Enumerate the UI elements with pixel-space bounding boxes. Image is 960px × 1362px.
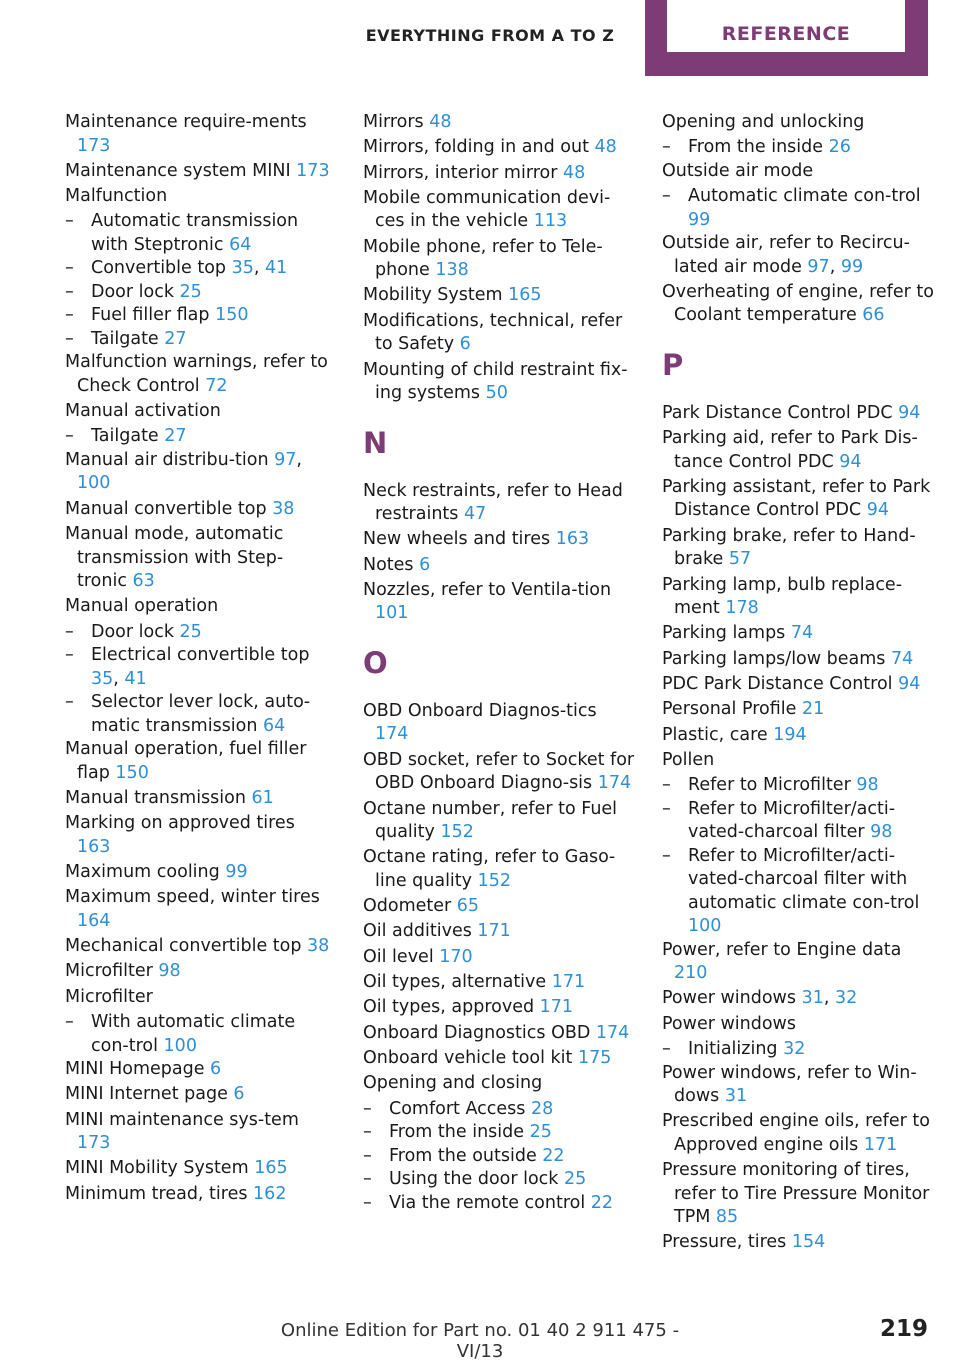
index-subentry [363,1145,635,1169]
subentry-dash: – [65,328,74,349]
entry-text: Octane rating, refer to Gaso‐line quality [363,847,616,891]
entry-text: Microfilter [65,986,153,1007]
index-entry [363,996,635,1020]
page-reference-link[interactable]: 94 [898,402,921,423]
index-entry [363,946,635,970]
entry-text: Onboard Diagnostics OBD [363,1022,596,1043]
index-entry [363,1047,635,1071]
page-reference-link[interactable]: 99 [840,256,864,277]
page-reference-link[interactable]: 35 [231,258,254,279]
index-letter-heading: O [363,645,388,680]
page-reference-link[interactable]: 170 [439,946,473,967]
subentry-dash: – [65,621,74,642]
page-reference-link[interactable]: 99 [225,862,248,883]
entry-text: Outside air mode [662,160,814,181]
page-reference-link[interactable]: 57 [728,549,752,570]
entry-text: Pressure, tires [662,1232,792,1253]
entry-text: Oil types, approved [363,997,540,1018]
entry-text: Neck restraints, refer to Head restraints [363,480,623,525]
entry-text: Maximum cooling [65,862,226,883]
entry-text: Opening and closing [363,1073,543,1094]
entry-text: Pollen [662,749,715,770]
entry-text: Comfort Access [389,1098,531,1119]
entry-text: Via the remote control [389,1192,591,1213]
index-entry [363,554,635,578]
entry-text: Microfilter [65,961,159,982]
entry-text: Overheating of engine, refer to Coolant temperature [662,281,934,326]
page-reference-link[interactable]: 6 [419,554,431,575]
entry-text: Oil additives [363,921,478,942]
subentry-dash: – [65,281,74,302]
page-reference-link[interactable]: 174 [597,773,632,794]
index-entry [662,648,934,672]
subentry-dash: – [662,186,671,207]
page-reference-link[interactable]: 6 [459,334,471,355]
index-entry [65,498,333,522]
index-subentry [363,1121,635,1145]
page-reference-link[interactable]: 94 [839,451,862,472]
page-reference-link[interactable]: 101 [375,603,409,624]
page-reference-link[interactable]: 48 [562,162,586,183]
index-entry [65,595,333,619]
entry-text: Parking aid, refer to Park Dis‐tance Control PDC [662,428,918,472]
index-subentry [65,1011,333,1058]
index-entry [662,525,934,572]
page-reference-link[interactable]: 154 [791,1232,826,1253]
entry-text: Mobility System [363,285,509,306]
index-entry [65,960,333,984]
entry-text: Tailgate [91,328,165,349]
entry-text: Power windows [662,1013,796,1034]
page-reference-link[interactable]: 50 [485,383,508,404]
page-reference-link[interactable]: 150 [215,305,249,326]
page-reference-link[interactable]: 94 [898,673,921,694]
subentry-dash: – [662,1039,671,1060]
entry-text: Maintenance require‐ments [65,112,307,132]
page-reference-link[interactable]: 162 [253,1183,287,1204]
index-entry [65,886,333,933]
entry-text: Refer to Microfilter/acti‐vated-charcoal filter [688,798,896,843]
entry-text: Outside air, refer to Recircu‐lated air mode [662,233,910,277]
page-reference-link[interactable]: 194 [773,724,807,745]
page-number: 219 [879,1316,928,1342]
page-reference-link[interactable]: 98 [158,961,181,982]
index-entry [662,281,934,328]
entry-text: Park Distance Control PDC [662,402,899,423]
page-reference-link[interactable]: 100 [688,916,722,937]
entry-text: From the outside [389,1145,543,1166]
entry-text: Onboard vehicle tool kit [363,1047,578,1068]
index-entry [65,1183,333,1207]
index-entry [662,698,934,722]
index-subentry [65,425,333,449]
entry-text: Mounting of child restraint fix‐ing systems [363,359,628,404]
page-reference-link[interactable]: 171 [863,1134,898,1155]
page-reference-link[interactable]: 97 [807,256,830,277]
entry-text: Parking lamps [662,623,791,644]
index-entry [363,236,635,283]
page-reference-link[interactable]: 100 [77,473,111,494]
subentry-dash: – [65,1012,74,1033]
index-entry [65,1083,333,1107]
entry-text: Modifications, technical, refer to Safety [363,310,623,355]
page-reference-link[interactable]: 100 [163,1035,197,1056]
index-entry [363,579,635,626]
page-reference-link[interactable]: 35 [91,668,114,689]
page-reference-link[interactable]: 171 [477,921,511,942]
entry-text: Oil level [363,946,440,967]
entry-text: Mechanical convertible top [65,936,308,957]
index-entry [662,939,934,986]
index-letter-heading: P [662,347,684,382]
index-subentry [662,798,934,845]
index-column-2 [363,111,635,1215]
page-reference-link[interactable]: 27 [164,426,187,447]
entry-text: Manual convertible top [65,498,273,519]
page-reference-link[interactable]: 47 [463,504,487,525]
index-entry [662,1062,934,1109]
entry-text: Tailgate [91,426,165,447]
page-reference-link[interactable]: 152 [440,822,474,843]
index-entry [65,986,333,1010]
entry-text: Prescribed engine oils, refer to Approved engine oils [662,1111,930,1155]
index-entry [662,427,934,474]
index-entry [363,284,635,308]
entry-text: Door lock [91,621,180,642]
entry-text: Malfunction warnings, refer to Check Control [65,352,328,396]
page-reference-link[interactable]: 164 [77,910,111,931]
entry-text: Nozzles, refer to Ventila‐tion [363,579,612,600]
entry-text: Parking brake, refer to Hand‐brake [662,525,916,570]
entry-text: Refer to Microfilter/acti‐vated-charcoal filter with automatic climate con‐trol [688,845,920,913]
index-entry: Manual air distribu‐tion 97, 100 [65,449,302,494]
entry-text: PDC Park Distance Control [662,673,899,694]
index-subentry [662,185,934,232]
index-entry [363,895,635,919]
entry-text: Manual air distribu‐tion [65,449,275,470]
page-reference-link[interactable]: 38 [307,936,330,957]
index-entry [662,749,934,773]
entry-text: Using the door lock [389,1169,564,1190]
page-reference-link[interactable]: 85 [715,1207,739,1228]
index-entry [65,400,333,424]
entry-text: New wheels and tires [363,529,556,550]
page-reference-link[interactable]: 21 [801,699,825,720]
index-subentry [65,210,333,257]
index-entry [65,351,333,398]
entry-text: Minimum tread, tires [65,1183,254,1204]
index-entry [65,861,333,885]
page-reference-link[interactable]: 98 [870,822,893,843]
subentry-dash: – [662,137,671,158]
subentry-dash: – [65,211,74,232]
index-subentry [662,774,934,798]
index-subentry [363,1168,635,1192]
index-entry [662,622,934,646]
entry-text: Parking assistant, refer to Park Distance Control PDC [662,476,931,521]
index-entry: Outside air, refer to Recircu‐lated air mode 97, 99 [662,233,910,277]
index-entry [65,1157,333,1181]
entry-text: MINI Internet page [65,1084,234,1105]
entry-text: Parking lamps/low beams [662,648,891,669]
entry-text: MINI maintenance sys‐tem [65,1109,299,1130]
entry-text: Manual activation [65,401,221,422]
entry-text: Power windows, refer to Win‐dows [662,1062,917,1107]
index-entry [65,185,333,209]
entry-text: Manual operation [65,596,219,617]
page-reference-link[interactable]: 163 [555,529,590,550]
index-entry [65,1109,333,1156]
entry-text: Power windows [662,988,802,1009]
index-subentry [65,621,333,645]
page-reference-link[interactable]: 64 [229,234,252,255]
subentry-dash: – [363,1122,372,1143]
subentry-dash: – [363,1145,372,1166]
index-entry [65,935,333,959]
index-entry [363,798,635,845]
page-reference-link[interactable]: 163 [77,836,111,857]
entry-text: Selector lever lock, auto‐matic transmission [91,692,311,736]
index-column-1 [65,111,333,1208]
index-subentry [65,281,333,305]
index-entry [65,523,333,594]
entry-text: Odometer [363,896,457,917]
entry-text: Manual operation, fuel filler flap [65,739,307,783]
subentry-dash: – [662,798,671,819]
index-entry [65,160,333,184]
page-reference-link[interactable]: 22 [542,1145,565,1166]
index-subentry: – Electrical convertible top 35, 41 [65,645,310,689]
index-entry [662,574,934,621]
index-subentry [363,1098,635,1122]
page-reference-link[interactable]: 99 [688,209,711,230]
page-reference-link[interactable]: 150 [115,762,149,783]
page-reference-link[interactable]: 32 [834,988,858,1009]
index-entry [662,1159,934,1230]
entry-text: Oil types, alternative [363,972,552,993]
page-reference-link[interactable]: 173 [77,1133,111,1154]
entry-text: Refer to Microfilter [688,775,857,796]
page-reference-link[interactable]: 63 [132,571,155,592]
index-entry [662,476,934,523]
page-reference-link[interactable]: 174 [375,724,409,745]
index-letter-heading: N [363,425,388,460]
entry-text: Automatic transmission with Steptronic [91,211,299,255]
page-reference-link[interactable]: 6 [233,1084,245,1105]
index-entry [363,971,635,995]
entry-text: OBD Onboard Diagnos‐tics [363,700,597,721]
subentry-dash: – [363,1098,372,1119]
page-reference-link[interactable]: 48 [594,137,617,158]
page-reference-link[interactable]: 113 [533,211,568,232]
page-reference-link[interactable]: 94 [866,500,889,521]
entry-text: Maintenance system MINI [65,160,297,181]
entry-text: Mirrors, folding in and out [363,137,595,158]
page-reference-link[interactable]: 25 [179,281,202,302]
page-reference-link[interactable]: 74 [890,648,914,669]
edition-footer: Online Edition for Part no. 01 40 2 911 475 - VI/13 [280,1320,680,1362]
entry-text: Mirrors, interior mirror [363,162,563,183]
page-reference-link[interactable]: 174 [595,1022,630,1043]
page-reference-link[interactable]: 210 [674,963,708,984]
page-reference-link[interactable]: 28 [530,1098,554,1119]
page-reference-link[interactable]: 171 [539,997,574,1018]
page-reference-link[interactable]: 26 [828,137,851,158]
index-entry [65,812,333,859]
index-entry [363,700,635,747]
page-reference-link[interactable]: 65 [456,896,480,917]
index-entry [662,402,934,426]
index-entry [363,920,635,944]
page-reference-link[interactable]: 175 [577,1047,612,1068]
page-reference-link[interactable]: 6 [210,1059,222,1080]
index-entry [363,846,635,893]
page-reference-link[interactable]: 38 [272,498,295,519]
page-reference-link[interactable]: 61 [251,787,274,808]
page-reference-link[interactable]: 98 [856,775,879,796]
entry-text: Electrical convertible top [91,645,310,666]
entry-text: Mirrors [363,112,430,132]
entry-text: From the inside [389,1122,530,1143]
page-reference-link[interactable]: 74 [790,623,814,644]
index-subentry [65,691,333,738]
index-entry [65,111,333,158]
index-entry [363,162,635,186]
page-reference-link[interactable]: 152 [477,870,511,891]
index-entry [363,1072,635,1096]
reference-tab-label[interactable]: REFERENCE [721,23,851,45]
entry-text: Initializing [688,1039,784,1060]
index-entry [662,1110,934,1157]
index-entry: Power windows 31, 32 [662,988,858,1009]
entry-text: Power, refer to Engine data [662,939,902,960]
entry-text: Pressure monitoring of tires, refer to Tire Pressure Monitor TPM [662,1160,930,1228]
index-subentry [363,1192,635,1216]
page-reference-link[interactable]: 31 [801,988,824,1009]
index-entry [363,310,635,357]
page-reference-link[interactable]: 165 [508,285,542,306]
subentry-dash: – [65,692,74,713]
index-column-3 [662,111,934,1257]
index-entry [363,1022,635,1046]
subentry-dash: – [363,1169,372,1190]
entry-text: MINI Mobility System [65,1158,255,1179]
entry-text: Mobile communication devi‐ces in the vehicle [363,187,611,232]
page-reference-link[interactable]: 27 [164,328,187,349]
subentry-dash: – [65,645,74,666]
entry-text: Parking lamp, bulb replace‐ment [662,574,903,619]
page-reference-link[interactable]: 66 [862,305,885,326]
subentry-dash: – [662,775,671,796]
subentry-dash: – [363,1192,372,1213]
page-reference-link[interactable]: 48 [429,112,452,132]
entry-text: Plastic, care [662,724,774,745]
entry-text: Opening and unlocking [662,112,865,132]
subentry-dash: – [65,305,74,326]
entry-text: Convertible top [91,258,232,279]
page-reference-link[interactable]: 25 [564,1169,587,1190]
page-reference-link[interactable]: 173 [296,160,330,181]
page-reference-link[interactable]: 25 [529,1122,552,1143]
entry-text: Octane number, refer to Fuel quality [363,798,618,843]
page-reference-link[interactable]: 178 [725,598,759,619]
index-entry [363,136,635,160]
page-reference-link[interactable]: 64 [263,715,286,736]
entry-text: From the inside [688,137,829,158]
page-reference-link[interactable]: 72 [205,375,228,396]
index-entry [662,673,934,697]
index-subentry [65,304,333,328]
entry-text: Manual transmission [65,787,252,808]
section-title: EVERYTHING FROM A TO Z [365,26,615,45]
index-entry [662,724,934,748]
index-entry [363,111,635,135]
page-reference-link[interactable]: 32 [783,1039,806,1060]
index-entry [363,528,635,552]
index-entry [363,480,635,527]
index-subentry: – Convertible top 35, 41 [65,257,333,281]
entry-text: Manual mode, automatic transmission with Step‐tronic [65,524,284,592]
index-entry [662,111,934,135]
subentry-dash: – [65,426,74,447]
entry-text: With automatic climate con‐trol [91,1012,296,1056]
page-reference-link[interactable]: 41 [265,258,288,279]
page-reference-link[interactable]: 97 [274,449,297,470]
entry-text: Fuel filler flap [91,305,216,326]
entry-text: Malfunction [65,186,168,207]
index-subentry [662,845,934,939]
page-reference-link[interactable]: 173 [77,135,111,156]
entry-text: Notes [363,554,420,575]
page-reference-link[interactable]: 171 [551,972,586,993]
entry-text: Automatic climate con‐trol [688,186,921,207]
page-reference-link[interactable]: 138 [435,260,469,281]
page-reference-link[interactable]: 22 [590,1192,614,1213]
entry-text: MINI Homepage [65,1059,211,1080]
index-subentry [662,136,934,160]
subentry-dash: – [662,845,671,866]
index-entry [363,749,635,796]
page-reference-link[interactable]: 25 [179,621,202,642]
index-entry [662,1231,934,1255]
entry-text: OBD socket, refer to Socket for OBD Onboard Diagno‐sis [363,749,635,794]
index-entry [65,738,333,785]
entry-text: Maximum speed, winter tires [65,887,320,908]
page-reference-link[interactable]: 41 [124,668,147,689]
subentry-dash: – [65,258,74,279]
index-entry [65,787,333,811]
entry-text: Mobile phone, refer to Tele‐phone [363,236,603,281]
entry-text: Personal Profile [662,699,802,720]
index-subentry [662,1038,934,1062]
page-reference-link[interactable]: 165 [254,1158,288,1179]
index-subentry [65,328,333,352]
index-entry [363,359,635,406]
entry-text: Door lock [91,281,180,302]
index-entry [662,160,934,184]
page-reference-link[interactable]: 31 [724,1086,748,1107]
entry-text: Marking on approved tires [65,813,295,834]
index-entry [65,1058,333,1082]
index-entry [662,1013,934,1037]
index-entry [363,187,635,234]
